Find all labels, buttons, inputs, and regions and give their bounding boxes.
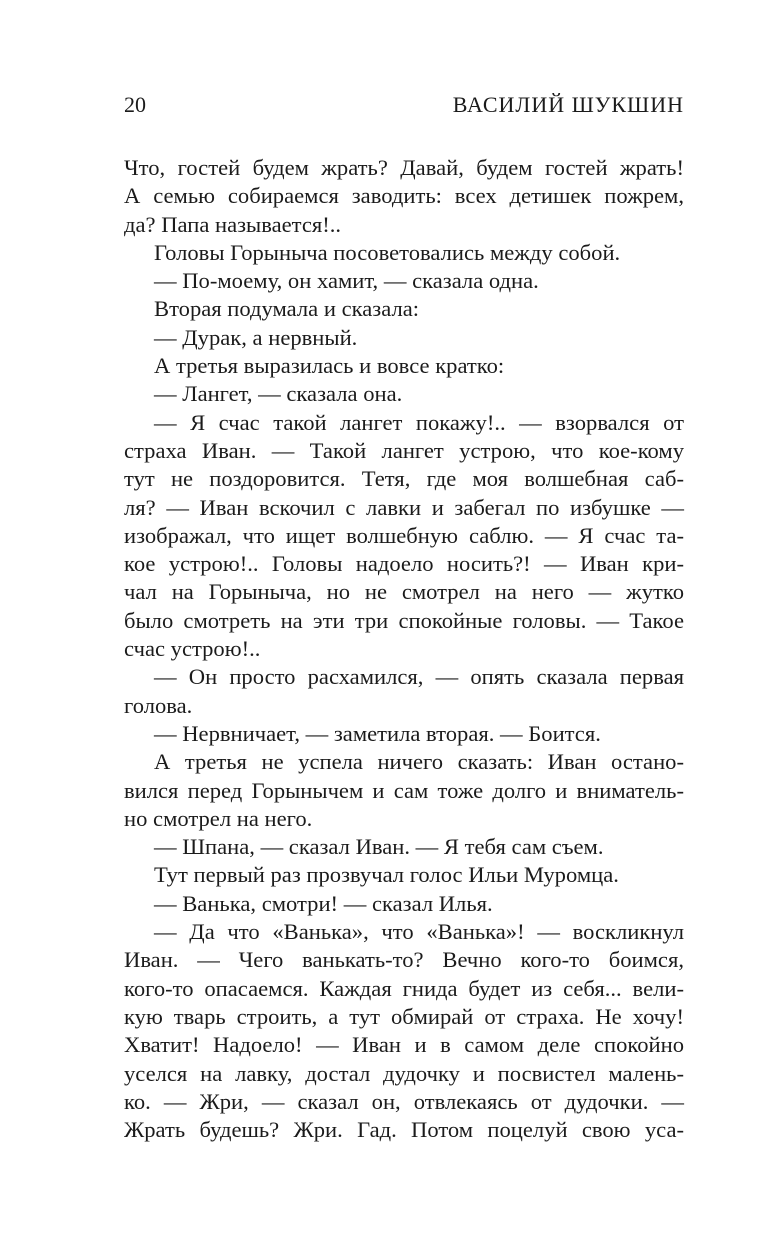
text-line: — Ванька, смотри! — сказал Илья. bbox=[154, 890, 493, 916]
text-line: кого-то опасаемся. Каждая гнида будет из себя... вели- bbox=[124, 975, 684, 1001]
text-line: А семью собираемся заводить: всех детишек пожрем, bbox=[124, 183, 684, 209]
text-line: изображал, что ищет волшебную саблю. — Я счас та- bbox=[124, 522, 684, 548]
text-line: Хватит! Надоело! — Иван и в самом деле спокойно bbox=[124, 1032, 684, 1058]
text-line: Что, гостей будем жрать? Давай, будем гостей жрать! bbox=[124, 155, 684, 180]
text-line: — Шпана, — сказал Иван. — Я тебя сам съем. bbox=[154, 834, 604, 860]
text-line: вился перед Горынычем и сам тоже долго и вниматель- bbox=[124, 777, 684, 803]
running-title: ВАСИЛИЙ ШУКШИН bbox=[452, 92, 684, 117]
text-line: было смотреть на эти три спокойные головы. — Такое bbox=[124, 607, 684, 633]
text-line: — Лангет, — сказала она. bbox=[154, 381, 403, 407]
text-line: А третья не успела ничего сказать: Иван остано- bbox=[154, 749, 684, 775]
text-line: — Да что «Ванька», что «Ванька»! — воскликнул bbox=[154, 919, 684, 945]
text-line: счас устрою!.. bbox=[124, 636, 261, 662]
text-line: тут не поздоровится. Тетя, где моя волшебная саб- bbox=[124, 466, 684, 492]
text-line: — Нервничает, — заметила вторая. — Боится. bbox=[154, 720, 601, 746]
text-line: кое устрою!.. Головы надоело носить?! — Иван кри- bbox=[124, 551, 684, 577]
text-line: Головы Горыныча посоветовались между собой. bbox=[154, 239, 621, 265]
text-line: Жрать будешь? Жри. Гад. Потом поцелуй свою уса- bbox=[124, 1117, 684, 1143]
text-line: страха Иван. — Такой лангет устрою, что кое-кому bbox=[124, 437, 684, 463]
text-line: Вторая подумала и сказала: bbox=[154, 296, 420, 322]
text-line: но смотрел на него. bbox=[124, 805, 313, 831]
body-text bbox=[124, 154, 684, 1144]
text-line: уселся на лавку, достал дудочку и посвистел малень- bbox=[124, 1060, 684, 1086]
text-line: — Я счас такой лангет покажу!.. — взорвался от bbox=[154, 409, 684, 435]
text-line: — Он просто расхамился, — опять сказала первая bbox=[154, 664, 684, 690]
text-line: голова. bbox=[124, 692, 193, 718]
page-number: 20 bbox=[124, 92, 146, 117]
text-line: — По-моему, он хамит, — сказала одна. bbox=[154, 268, 539, 294]
text-line: Тут первый раз прозвучал голос Ильи Муромца. bbox=[154, 862, 619, 888]
text-line: ко. — Жри, — сказал он, отвлекаясь от дудочки. — bbox=[124, 1088, 684, 1114]
text-line: А третья выразилась и вовсе кратко: bbox=[154, 353, 505, 379]
text-line: — Дурак, а нервный. bbox=[154, 324, 358, 350]
text-line: чал на Горыныча, но не смотрел на него — жутко bbox=[124, 579, 684, 605]
page-header bbox=[124, 92, 684, 122]
text-line: Иван. — Чего ванькать-то? Вечно кого-то боимся, bbox=[124, 947, 684, 973]
text-line: да? Папа называется!.. bbox=[124, 211, 342, 237]
text-line: кую тварь строить, а тут обмирай от страха. Не хочу! bbox=[124, 1003, 684, 1029]
text-line: ля? — Иван вскочил с лавки и забегал по избушке — bbox=[124, 494, 684, 520]
